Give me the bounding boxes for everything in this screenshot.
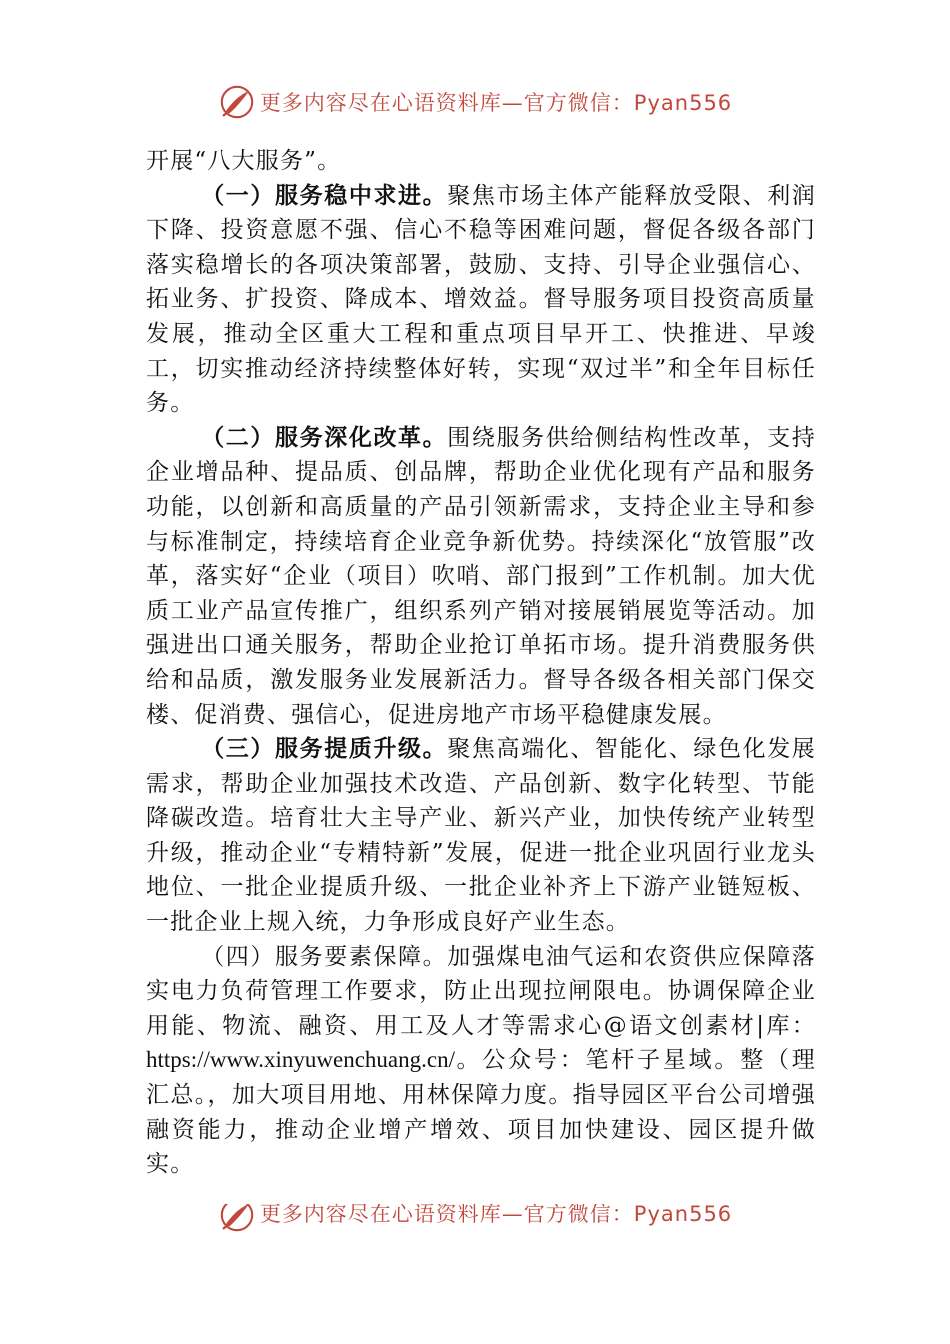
watermark-text: 更多内容尽在心语资料库—官方微信：Pyan556 [259, 1204, 733, 1226]
section-body: 加强煤电油气运和农资供应保障落实电力负荷管理工作要求，防止出现拉闸限电。协调保障企业用能、物流、融资、用工及人才等需求心@语文创素材|库： [146, 943, 817, 1039]
paragraph-service-2 [146, 421, 816, 732]
paragraph-service-4 [146, 940, 816, 1182]
watermark-banner-top [0, 82, 950, 122]
pen-logo-icon [218, 83, 256, 121]
section-body: 围绕服务供给侧结构性改革，支持企业增品种、提品质、创品牌，帮助企业优化现有产品和服务功能，以创新和高质量的产品引领新需求，支持企业主导和参与标准制定，持续培育企业竞争新优势。持续深化“放管服”改革，落实好“企业（项目）吹哨、部门报到”工作机制。加大优质工业产品宣传推广，组织系列产销对接展销展览等活动。加强进出口通关服务，帮助企业抢订单拓市场。提升消费服务供给和品质，激发服务业发展新活力。督导各级各相关部门保交楼、促消费、强信心，促进房地产市场平稳健康发展。 [146, 424, 817, 728]
watermark-text: 更多内容尽在心语资料库—官方微信：Pyan556 [259, 91, 733, 115]
paragraph-service-3 [146, 732, 816, 940]
section-heading: （二）服务深化改革。 [201, 423, 448, 451]
paragraph-service-1 [146, 179, 816, 421]
section-heading: （三）服务提质升级。 [201, 735, 448, 763]
section-heading: （四）服务要素保障。 [201, 943, 448, 970]
website-link[interactable]: https://www.xinyuwenchuang.cn/ [146, 1047, 455, 1073]
paragraph-intro: 开展“八大服务”。 [146, 148, 342, 174]
document-body [146, 144, 816, 1182]
section-body: 聚焦市场主体产能释放受限、利润下降、投资意愿不强、信心不稳等困难问题，督促各级各部门落实稳增长的各项决策部署，鼓励、支持、引导企业强信心、拓业务、扩投资、降成本、增效益。督导服务项目投资高质量发展，推动全区重大工程和重点项目早开工、快推进、早竣工，切实推动经济持续整体好转，实现“双过半”和全年目标任务。 [146, 182, 817, 417]
watermark-banner-bottom [0, 1204, 950, 1238]
section-body: 聚焦高端化、智能化、绿色化发展需求，帮助企业加强技术改造、产品创新、数字化转型、节能降碳改造。培育壮大主导产业、新兴产业，加快传统产业转型升级，推动企业“专精特新”发展，促进一批企业巩固行业龙头地位、一批企业提质升级、一批企业补齐上下游产业链短板、一批企业上规入统，力争形成良好产业生态。 [146, 736, 817, 936]
section-body: 。公众号：笔杆子星域。整（理汇总。，加大项目用地、用林保障力度。指导园区平台公司增强融资能力，推动企业增产增效、项目加快建设、园区提升做实。 [146, 1047, 816, 1178]
pen-logo-icon [218, 1204, 256, 1234]
section-heading: （一）服务稳中求进。 [201, 181, 448, 209]
